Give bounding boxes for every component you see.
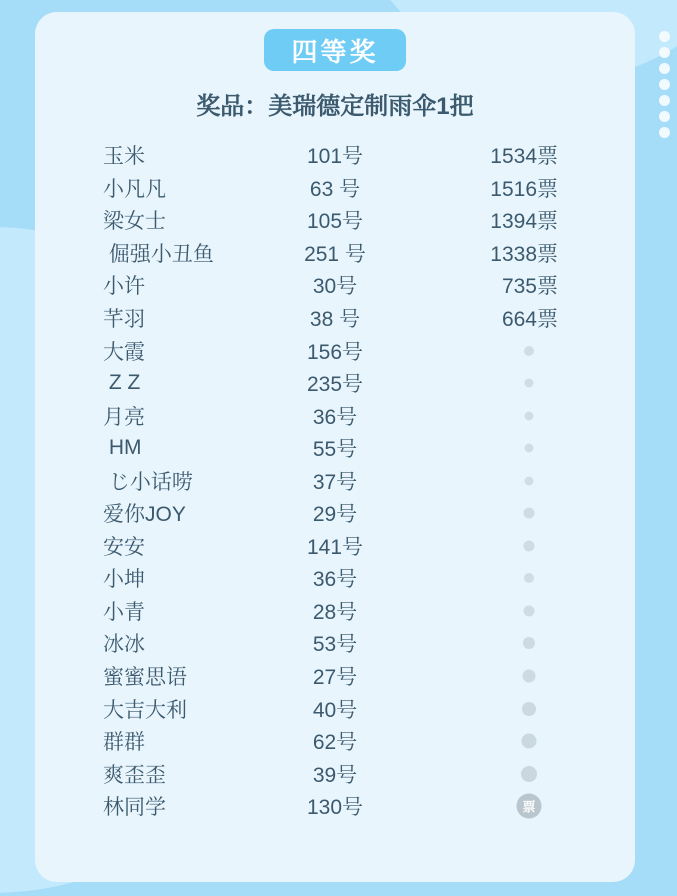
hidden-votes-dot xyxy=(524,605,535,616)
winner-number: 39号 xyxy=(312,763,358,787)
winner-name: じ小话唠 xyxy=(103,470,193,494)
hidden-votes-dot xyxy=(524,346,534,356)
winner-row xyxy=(35,660,635,693)
winner-number: 130号 xyxy=(306,796,364,820)
winner-name: 群群 xyxy=(103,731,145,755)
winner-list xyxy=(35,139,635,822)
winner-row xyxy=(35,432,635,465)
winner-number: 40号 xyxy=(312,698,358,722)
hidden-votes-dot xyxy=(524,540,535,551)
winner-number: 101号 xyxy=(306,145,364,169)
winner-row xyxy=(35,237,635,270)
winner-name: 大霞 xyxy=(103,340,145,364)
decor-dot xyxy=(659,111,670,122)
winner-row xyxy=(35,562,635,595)
decor-dot xyxy=(659,63,670,74)
winner-name: 芊羽 xyxy=(103,308,145,331)
winner-number: 36号 xyxy=(312,568,358,592)
winner-votes: 1516票 xyxy=(490,177,558,201)
winner-row xyxy=(35,692,635,725)
hidden-votes-dot xyxy=(522,734,537,749)
winner-name: 林同学 xyxy=(103,796,166,820)
winner-row xyxy=(35,757,635,790)
winner-number: 30号 xyxy=(312,275,358,299)
winner-number: 28号 xyxy=(312,600,358,624)
winner-name: 小许 xyxy=(103,275,145,299)
winner-name: 爱你JOY xyxy=(103,503,186,527)
winner-number: 38 号 xyxy=(309,308,361,331)
winner-name: Z Z xyxy=(103,371,141,395)
hidden-votes-dot xyxy=(524,573,534,583)
winner-number: 141号 xyxy=(306,535,364,559)
winner-row xyxy=(35,627,635,660)
winner-row xyxy=(35,269,635,302)
winner-row xyxy=(35,139,635,172)
winner-number: 156号 xyxy=(306,340,364,364)
winner-row xyxy=(35,302,635,335)
winner-number: 55号 xyxy=(312,438,358,462)
winner-votes: 1338票 xyxy=(490,242,558,266)
winner-votes: 735票 xyxy=(501,275,558,299)
winner-name: 小凡凡 xyxy=(103,177,166,201)
decor-dot xyxy=(659,127,670,138)
hidden-votes-dot xyxy=(522,702,536,716)
decor-dot xyxy=(659,31,670,42)
winner-name: 梁女士 xyxy=(103,210,166,234)
winner-row xyxy=(35,399,635,432)
winner-row xyxy=(35,464,635,497)
decor-dot-column xyxy=(659,31,670,138)
winner-number: 37号 xyxy=(312,470,358,494)
winner-name: 小坤 xyxy=(103,568,145,592)
hidden-votes-dot xyxy=(523,637,535,649)
winner-row xyxy=(35,172,635,205)
winner-name: 玉米 xyxy=(103,145,145,169)
winner-votes: 1394票 xyxy=(490,210,558,234)
winner-number: 53号 xyxy=(312,633,358,657)
winner-row xyxy=(35,497,635,530)
winner-number: 27号 xyxy=(312,666,358,690)
winner-votes: 1534票 xyxy=(490,145,558,169)
winner-number: 105号 xyxy=(306,210,364,234)
winner-name: 月亮 xyxy=(103,405,145,429)
winner-number: 251 号 xyxy=(304,242,366,266)
winner-name: 爽歪歪 xyxy=(103,763,166,787)
winner-row xyxy=(35,367,635,400)
decor-dot xyxy=(659,95,670,106)
winner-row xyxy=(35,725,635,758)
winner-name: 倔强小丑鱼 xyxy=(103,242,214,266)
winner-row xyxy=(35,595,635,628)
hidden-votes-dot xyxy=(521,766,537,782)
hidden-votes-dot xyxy=(524,508,535,519)
hidden-votes-dot xyxy=(525,379,534,388)
winner-name: 冰冰 xyxy=(103,633,145,657)
vote-badge: 票 xyxy=(517,794,542,819)
winner-votes: 664票 xyxy=(501,308,558,331)
winner-name: 大吉大利 xyxy=(103,698,187,722)
winner-name: 小青 xyxy=(103,600,145,624)
decor-dot xyxy=(659,79,670,90)
hidden-votes-dot xyxy=(523,670,536,683)
winner-number: 62号 xyxy=(312,731,358,755)
winner-row xyxy=(35,530,635,563)
winner-row xyxy=(35,334,635,367)
hidden-votes-dot xyxy=(525,444,534,453)
hidden-votes-dot xyxy=(525,476,534,485)
decor-dot xyxy=(659,47,670,58)
prize-level-badge: 四等奖 xyxy=(264,29,406,71)
winner-number: 29号 xyxy=(312,503,358,527)
winner-row xyxy=(35,204,635,237)
prize-card xyxy=(35,12,635,882)
hidden-votes-dot xyxy=(525,411,534,420)
winner-number: 36号 xyxy=(312,405,358,429)
winner-number: 63 号 xyxy=(309,177,361,201)
winner-row xyxy=(35,790,635,823)
prize-title: 奖品：美瑞德定制雨伞1把 xyxy=(196,93,474,120)
winner-name: 安安 xyxy=(103,535,145,559)
winner-name: HM xyxy=(103,436,142,460)
winner-number: 235号 xyxy=(306,373,364,397)
winner-name: 蜜蜜思语 xyxy=(103,666,187,690)
